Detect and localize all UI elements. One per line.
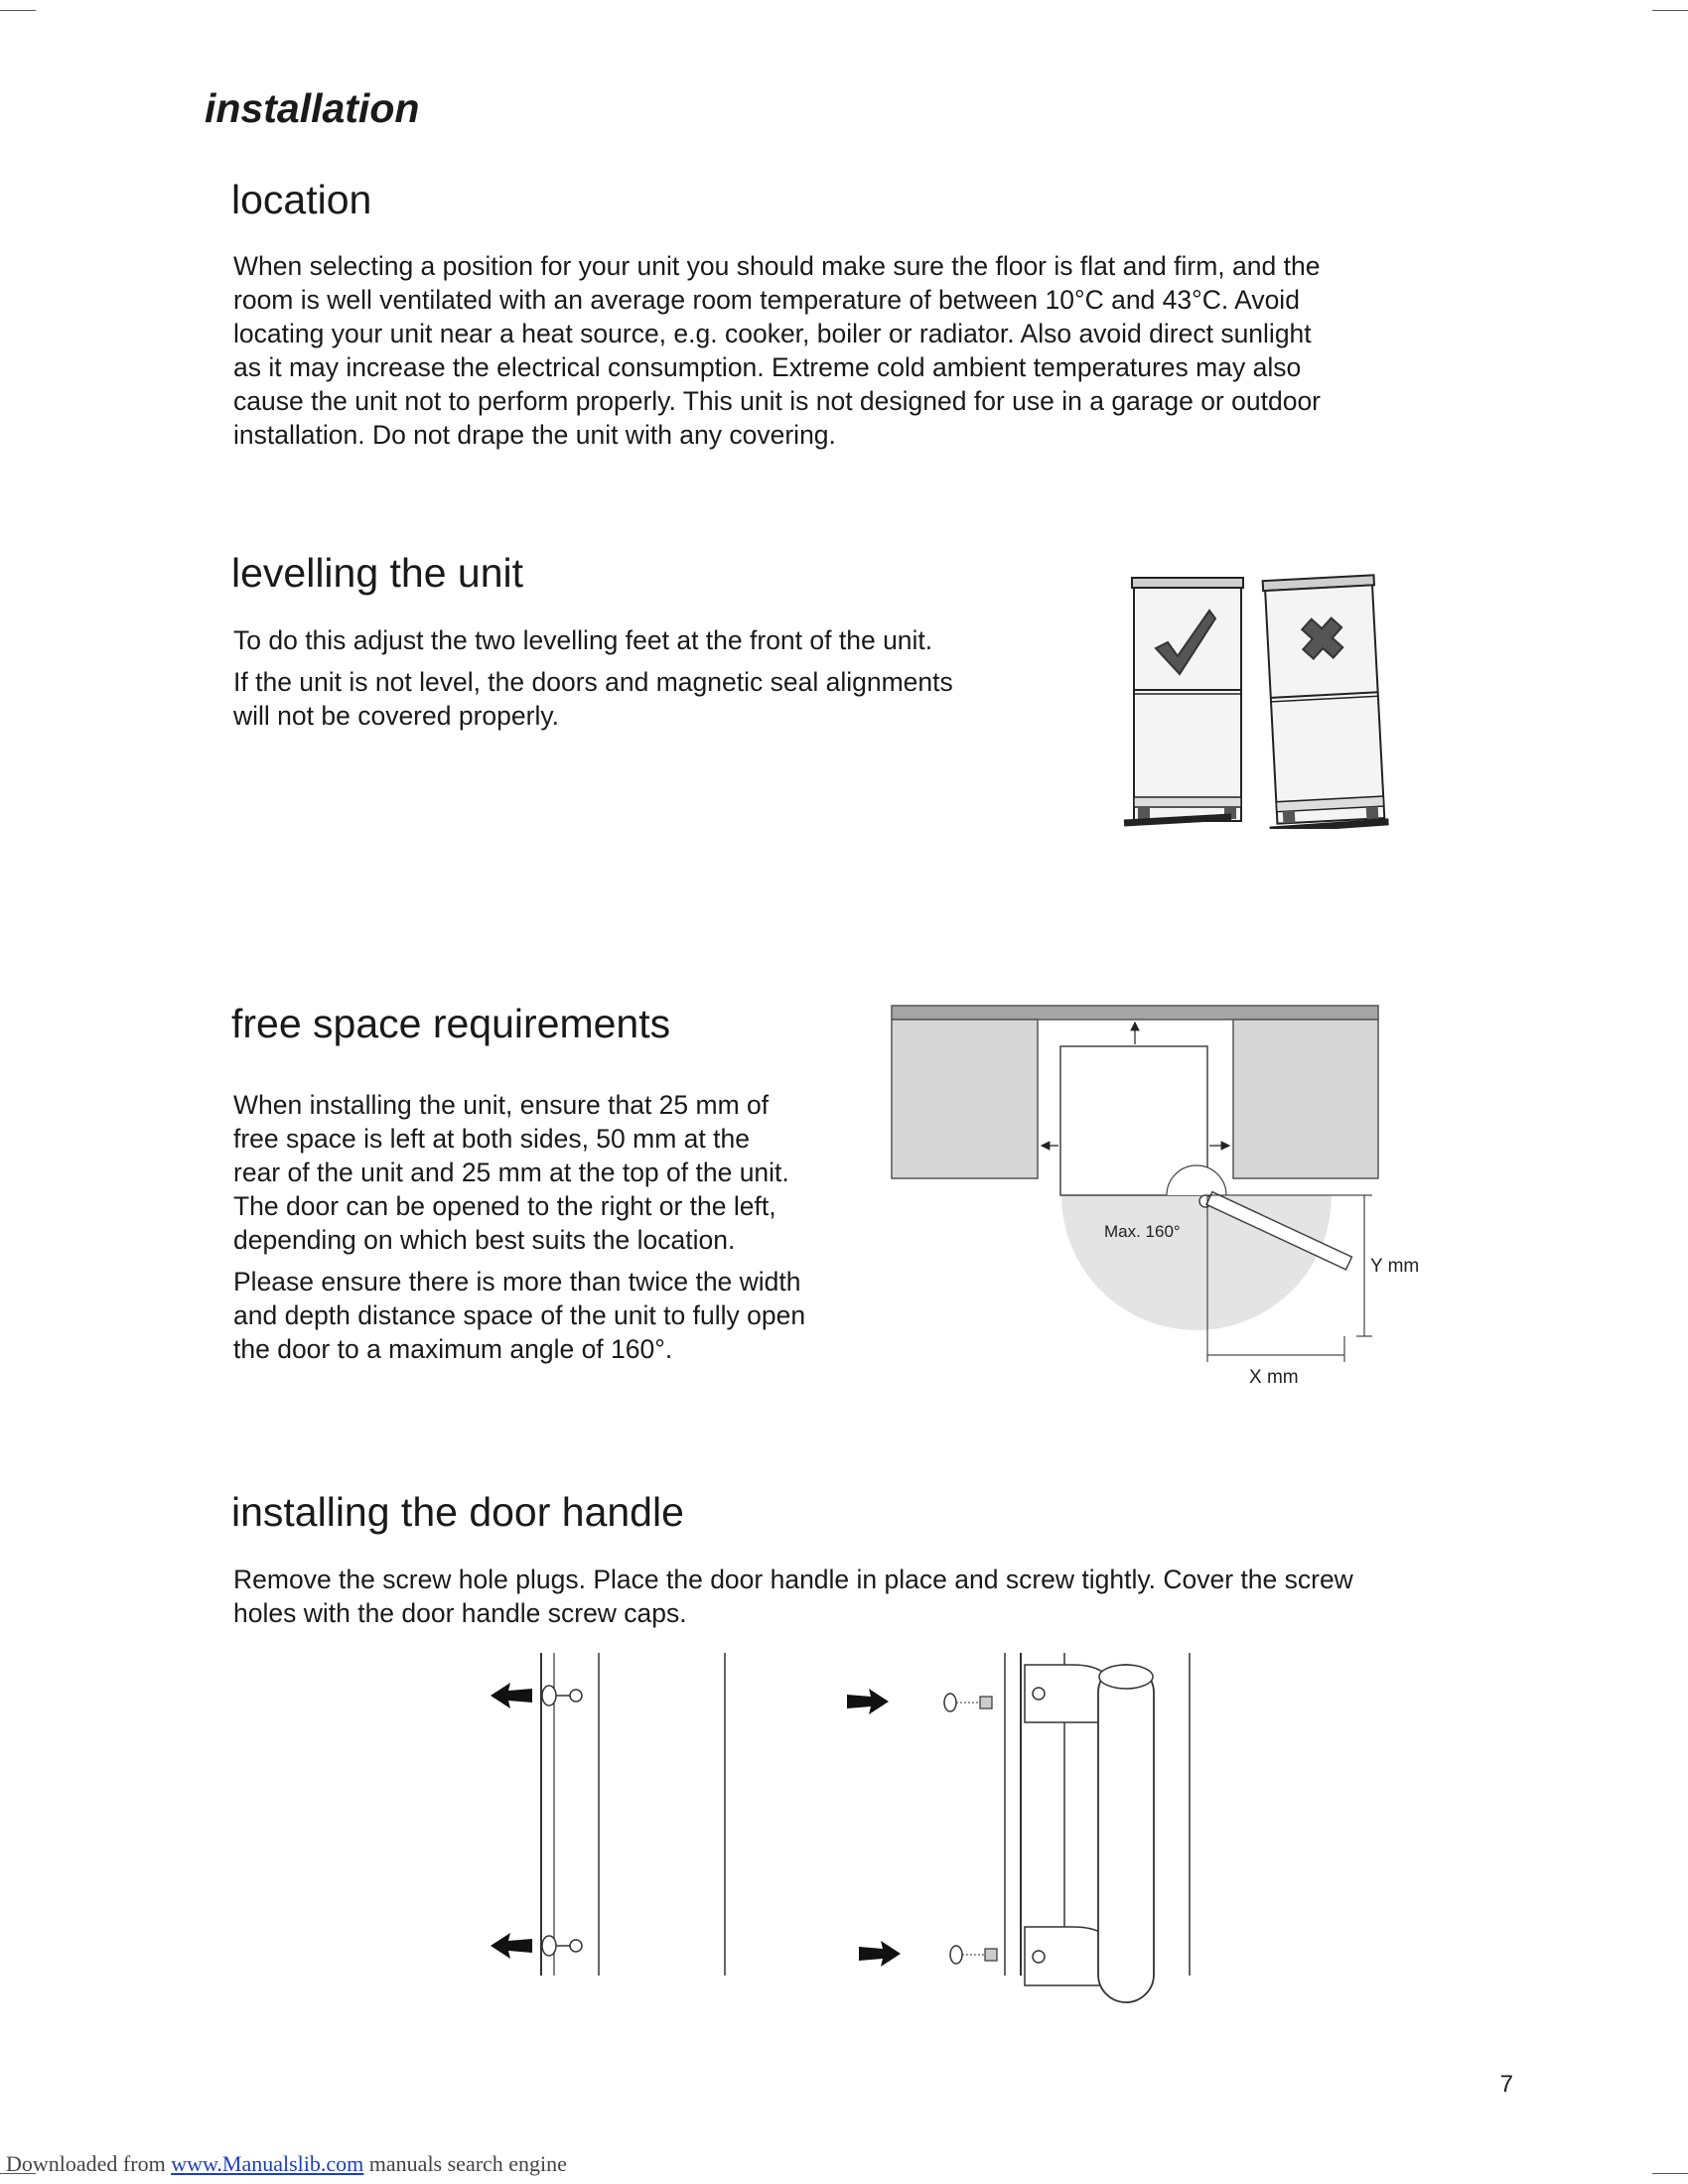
max-angle-label: Max. 160° [1104, 1222, 1181, 1241]
x-dimension-label: X mm [1249, 1367, 1299, 1388]
location-line: as it may increase the electrical consumption. Extreme cold ambient temperatures may also [233, 352, 1302, 382]
remove-plugs-step [491, 1653, 725, 1976]
door-handle-illustration [477, 1643, 1211, 2010]
page-number: 7 [1499, 2071, 1513, 2098]
rear-wall [892, 1006, 1378, 1020]
door-handle-line: holes with the door handle screw caps. [233, 1598, 687, 1628]
location-heading: location [231, 177, 372, 222]
arrow-left-icon [491, 1933, 532, 1959]
levelling-line: If the unit is not level, the doors and magnetic seal alignments [233, 667, 953, 697]
footer [6, 2151, 567, 2177]
crop-mark-top-left [0, 10, 36, 11]
levelling-illustration [1112, 571, 1400, 829]
free-space-paragraph-1 [233, 1088, 789, 1257]
crop-mark-top-right [1652, 10, 1688, 11]
y-dimension-label: Y mm [1370, 1256, 1420, 1277]
location-line: cause the unit not to perform properly. This unit is not designed for use in a garage or outdoor [233, 386, 1322, 416]
free-space-diagram [884, 1003, 1440, 1400]
arrow-left-icon [491, 1683, 532, 1708]
levelling-paragraph-1: To do this adjust the two levelling feet at the front of the unit. [233, 625, 933, 655]
footer-suffix: manuals search engine [363, 2151, 567, 2176]
arrow-right-icon [859, 1941, 901, 1967]
location-line: installation. Do not drape the unit with any covering. [233, 420, 836, 450]
swing-arc [1061, 1195, 1332, 1330]
free-space-paragraph-2 [233, 1265, 805, 1366]
free-space-line: depending on which best suits the location. [233, 1225, 736, 1255]
fit-handle-step [847, 1653, 1190, 2002]
location-paragraph [233, 249, 1321, 452]
tilted-fridge [1257, 575, 1389, 829]
crop-mark-bottom-right [1652, 2173, 1688, 2174]
free-space-line: Please ensure there is more than twice the width [233, 1267, 801, 1297]
levelling-line: will not be covered properly. [233, 701, 559, 731]
right-cabinet [1233, 1020, 1378, 1178]
level-fridge [1124, 578, 1243, 823]
location-line: locating your unit near a heat source, e.g. cooker, boiler or radiator. Also avoid direct sunlight [233, 319, 1312, 348]
free-space-line: the door to a maximum angle of 160°. [233, 1334, 673, 1364]
door-handle-paragraph [233, 1563, 1353, 1630]
levelling-paragraph-2 [233, 665, 953, 733]
free-space-heading: free space requirements [231, 1001, 671, 1046]
free-space-line: free space is left at both sides, 50 mm at the [233, 1124, 750, 1154]
door-handle-line: Remove the screw hole plugs. Place the door handle in place and screw tightly. Cover the screw [233, 1565, 1353, 1594]
free-space-line: The door can be opened to the right or the left, [233, 1191, 776, 1221]
free-space-line: and depth distance space of the unit to fully open [233, 1300, 806, 1330]
location-line: room is well ventilated with an average room temperature of between 10°C and 43°C. Avoid [233, 285, 1300, 315]
door-handle-heading: installing the door handle [231, 1489, 684, 1535]
manualslib-link[interactable]: www.Manualslib.com [171, 2151, 364, 2176]
footer-prefix: Downloaded from [6, 2151, 166, 2176]
free-space-line: When installing the unit, ensure that 25 mm of [233, 1090, 770, 1120]
arrow-right-icon [847, 1689, 889, 1714]
door-handle-bar [1098, 1665, 1154, 2002]
page-title: installation [205, 85, 420, 131]
location-line: When selecting a position for your unit you should make sure the floor is flat and firm, and the [233, 251, 1321, 281]
left-cabinet [892, 1020, 1038, 1178]
free-space-line: rear of the unit and 25 mm at the top of the unit. [233, 1158, 789, 1187]
levelling-heading: levelling the unit [231, 550, 524, 596]
